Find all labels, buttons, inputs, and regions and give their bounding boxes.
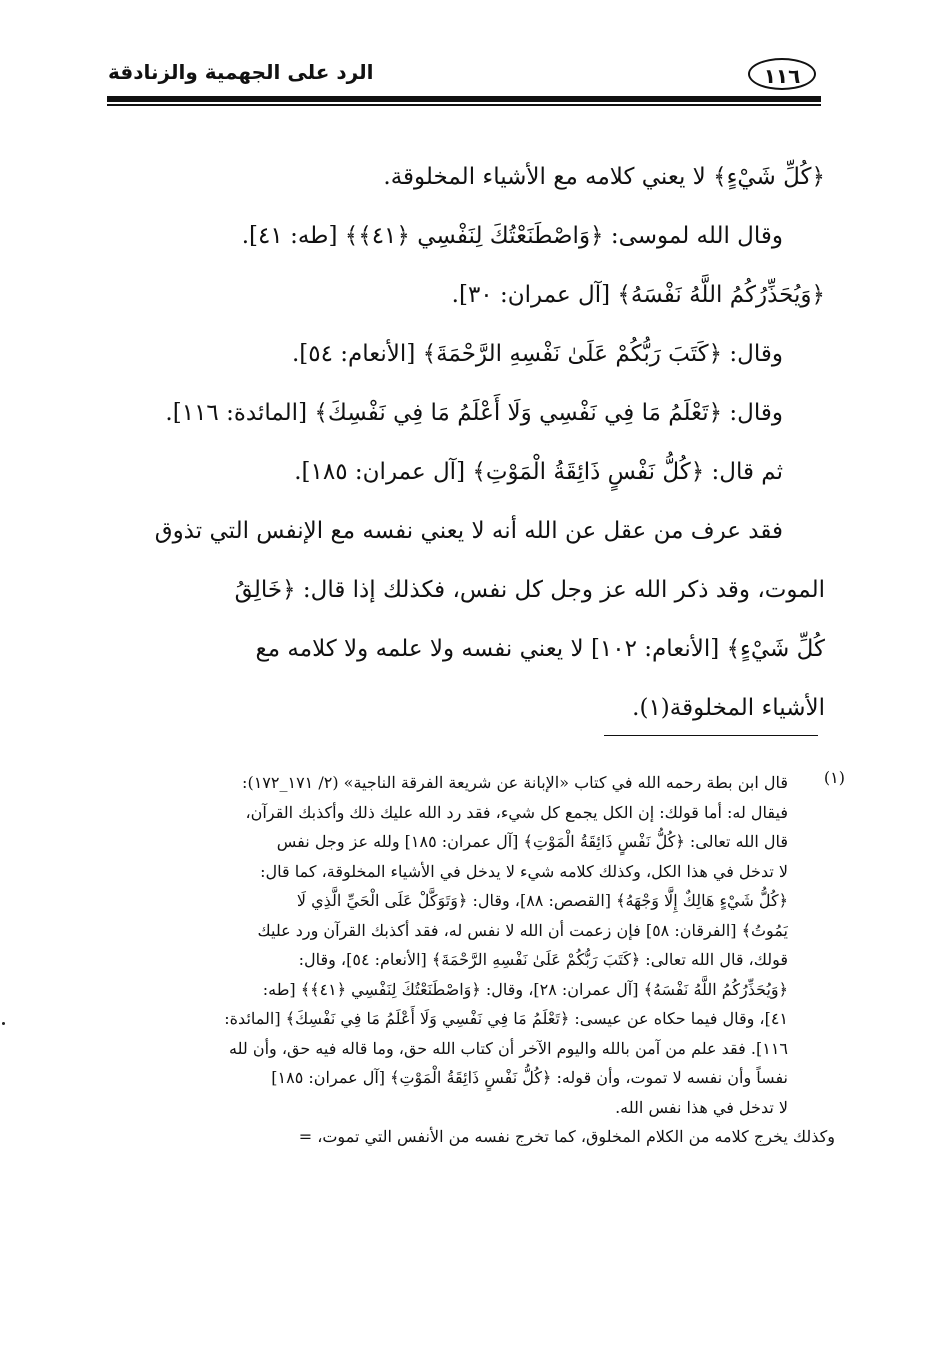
body-line: وقال: ﴿تَعْلَمُ مَا فِي نَفْسِي وَلَا أَعْلَمُ مَا فِي نَفْسِكَ﴾ [المائدة: ١١٦]. bbox=[165, 400, 783, 426]
footnote-line: ١١٦]. فقد علم من آمن بالله واليوم الآخر أن كتاب الله حق، وما قاله فيه حق، وأن لله bbox=[228, 1038, 788, 1058]
body-line: ﴿كُلِّ شَيْءٍ﴾ لا يعني كلامه مع الأشياء المخلوقة. bbox=[383, 164, 825, 190]
page-number: ١١٦ bbox=[748, 58, 816, 90]
footnote-body bbox=[100, 768, 788, 1122]
footnote-line: ﴿وَيُحَذِّرُكُمُ اللَّهُ نَفْسَهُ﴾ [آل عمران: ٢٨]، وقال: ﴿وَاصْطَنَعْتُكَ لِنَفْسِي ﴿٤١﴾﴾ [طه: bbox=[262, 979, 788, 999]
body-line: وقال: ﴿كَتَبَ رَبُّكُمْ عَلَىٰ نَفْسِهِ الرَّحْمَةَ﴾ [الأنعام: ٥٤]. bbox=[291, 341, 783, 367]
footnote-marker: (١) bbox=[823, 768, 845, 787]
body-line: ﴿وَيُحَذِّرُكُمُ اللَّهُ نَفْسَهُ﴾ [آل عمران: ٣٠]. bbox=[451, 282, 825, 308]
running-title: الرد على الجهمية والزنادقة bbox=[108, 60, 374, 84]
body-line: الأشياء المخلوقة(١). bbox=[632, 695, 825, 721]
footnote-line: لا تدخل في هذا نفس الله. bbox=[615, 1097, 788, 1117]
footnote-line: ٤١]، وقال فيما حكاه عن عيسى: ﴿تَعْلَمُ مَا فِي نَفْسِي وَلَا أَعْلَمُ مَا فِي نَفْسِكَ﴾ [المائدة: bbox=[224, 1009, 788, 1028]
body-line: ثم قال: ﴿كُلُّ نَفْسٍ ذَائِقَةُ الْمَوْتِ﴾ [آل عمران: ١٨٥]. bbox=[294, 459, 783, 485]
body-text bbox=[107, 148, 825, 738]
header-rule-thick bbox=[107, 96, 821, 102]
footnote-separator bbox=[604, 735, 818, 736]
footnote-line: قال الله تعالى: ﴿كُلُّ نَفْسٍ ذَائِقَةُ الْمَوْتِ﴾ [آل عمران: ١٨٥] ولله عز وجل نفس bbox=[276, 832, 788, 851]
footnote-line: قولك، قال الله تعالى: ﴿كَتَبَ رَبُّكُمْ عَلَىٰ نَفْسِهِ الرَّحْمَةَ﴾ [الأنعام: ٥٤]، وقال: bbox=[298, 950, 788, 969]
footnote-line: فيقال له: أما قولك: إن الكل يجمع كل شيء، فقد رد الله عليك ذلك وأكذبك القرآن، bbox=[245, 802, 788, 822]
footnote-line: نفساً وأن نفسه لا تموت، وأن قوله: ﴿كُلُّ نَفْسٍ ذَائِقَةُ الْمَوْتِ﴾ [آل عمران: ١٨٥] bbox=[271, 1068, 788, 1087]
footnote-line: ﴿كُلُّ شَيْءٍ هَالِكٌ إِلَّا وَجْهَهُ﴾ [القصص: ٨٨]، وقال: ﴿وَتَوَكَّلْ عَلَى الْحَيِّ الَّذِي لَا bbox=[296, 891, 788, 910]
body-line: كُلِّ شَيْءٍ﴾ [الأنعام: ١٠٢] لا يعني نفسه ولا علمه ولا كلامه مع bbox=[255, 636, 825, 662]
footnote-continuation: وكذلك يخرج كلامه من الكلام المخلوق، كما تخرج نفسه من الأنفس التي تموت، = bbox=[298, 1127, 835, 1146]
body-line: وقال الله لموسى: ﴿وَاصْطَنَعْتُكَ لِنَفْسِي ﴿٤١﴾﴾ [طه: ٤١]. bbox=[241, 223, 783, 249]
body-line: فقد عرف من عقل عن الله أنه لا يعني نفسه مع الإنفس التي تذوق bbox=[154, 518, 783, 544]
footnote-line: قال ابن بطة رحمه الله في كتاب «الإبانة عن شريعة الفرقة الناجية» (٢/ ١٧١_١٧٢): bbox=[242, 773, 788, 792]
footnotes bbox=[100, 768, 845, 1152]
scan-speck bbox=[2, 1022, 5, 1025]
body-line: الموت، وقد ذكر الله عز وجل كل نفس، فكذلك إذا قال: ﴿خَالِقُ bbox=[234, 577, 825, 603]
footnote-line: لا تدخل في هذا الكل، وكذلك كلامه شيء لا يدخل في الأشياء المخلوقة، كما قال: bbox=[260, 861, 788, 881]
header-rule-thin bbox=[107, 104, 821, 106]
footnote-line: يَمُوتُ﴾ [الفرقان: ٥٨] فإن زعمت أن الله لا نفس له، فقد أكذبك القرآن ورد عليك bbox=[257, 920, 788, 940]
